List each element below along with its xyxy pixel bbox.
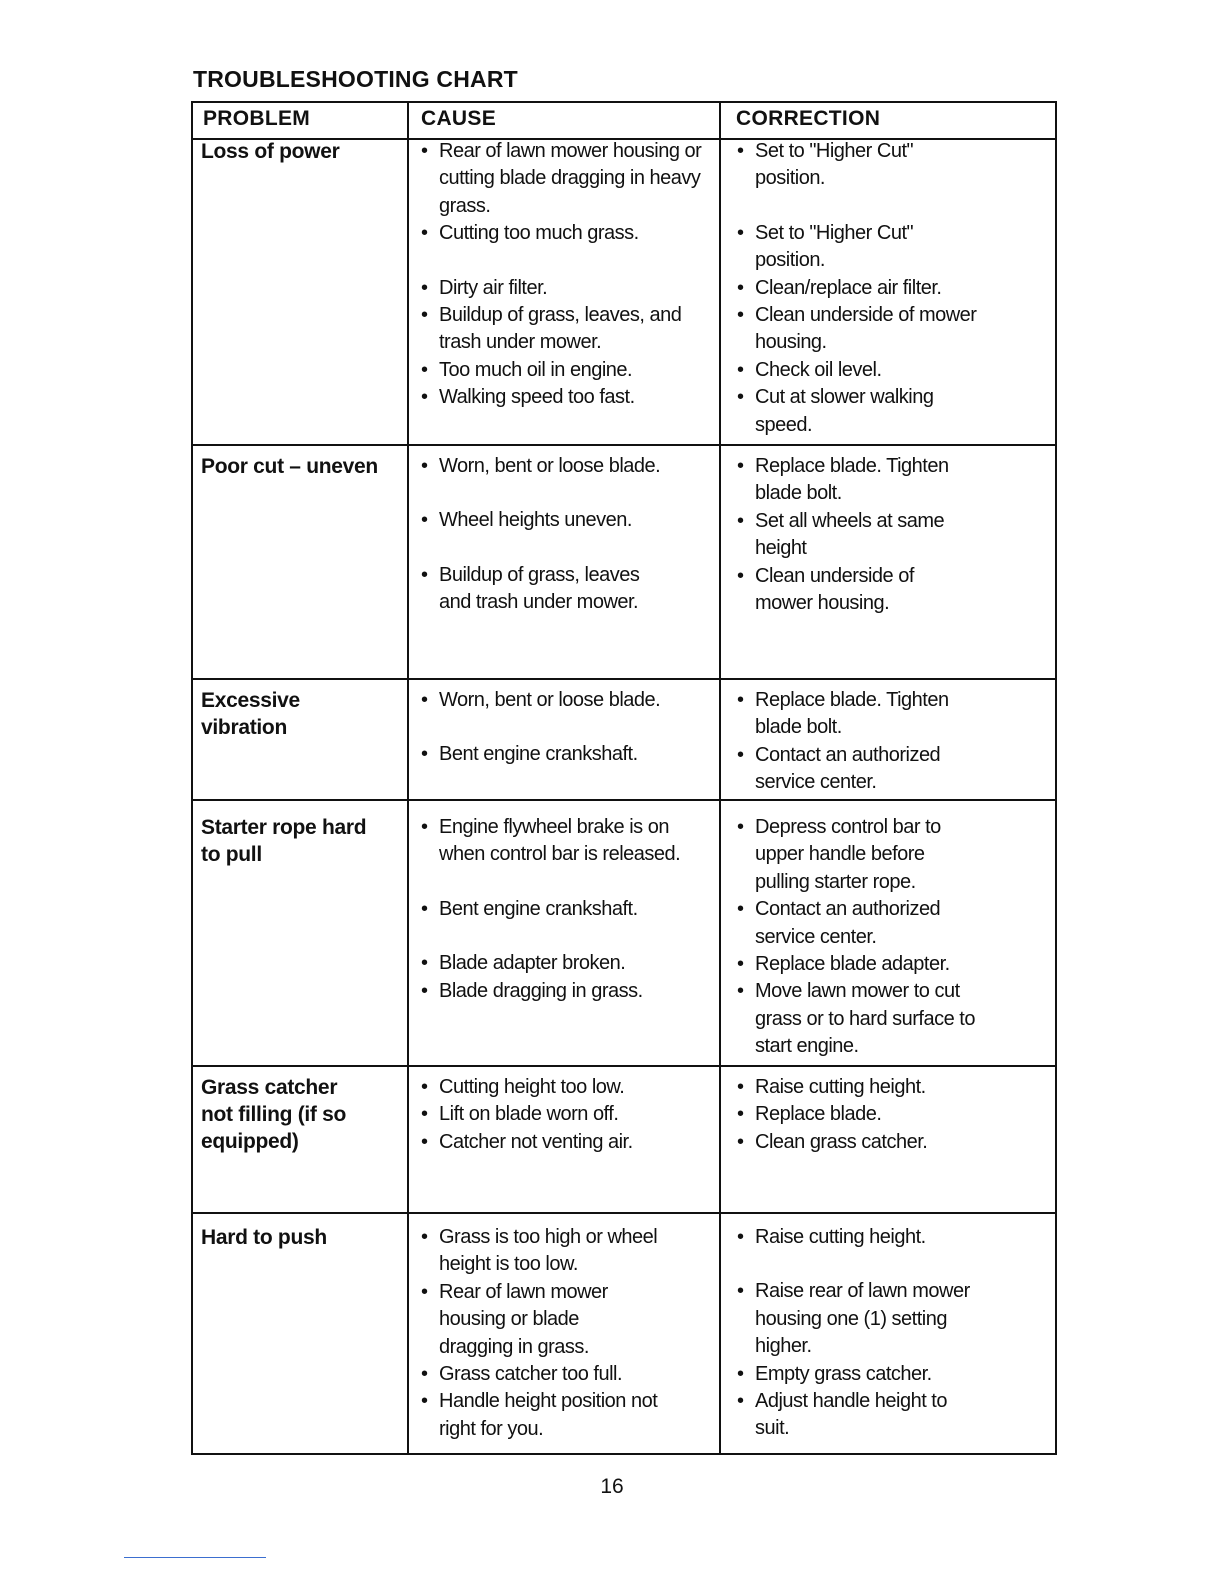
- footer-rule: [124, 1557, 266, 1558]
- table-rule: [407, 101, 409, 1455]
- problem-excessive-vibration: Excessive vibration: [201, 689, 300, 739]
- correction-item: • Clean grass catcher.: [735, 1129, 1025, 1156]
- problem-poor-cut: Poor cut – uneven: [201, 455, 378, 478]
- cause-item: • Engine flywheel brake is on when control bar is released.: [419, 814, 714, 869]
- cause-item: • Rear of lawn mower housing or cutting blade dragging in heavy grass.: [419, 138, 709, 220]
- correction-item: • Replace blade.: [735, 1101, 1025, 1128]
- correction-item: • Contact an authorized service center.: [735, 896, 975, 951]
- correction-cell: [735, 1224, 985, 1443]
- cause-cell: [419, 1074, 709, 1156]
- correction-item: • Cut at slower walking speed.: [735, 384, 965, 439]
- cause-item: • Bent engine crankshaft.: [419, 896, 714, 923]
- problem-grass-catcher: Grass catcher not filling (if so equipped): [201, 1076, 347, 1153]
- correction-item: • Raise rear of lawn mower housing one (1) setting higher.: [735, 1278, 1000, 1360]
- correction-item: • Clean underside of mower housing.: [735, 302, 1005, 357]
- correction-item: • Raise cutting height.: [735, 1224, 985, 1251]
- cause-item: • Bent engine crankshaft.: [419, 741, 709, 768]
- correction-cell: [735, 687, 985, 797]
- correction-cell: [735, 814, 975, 1061]
- cause-cell: [419, 1224, 684, 1443]
- cause-item: • Blade dragging in grass.: [419, 978, 714, 1005]
- correction-item: • Raise cutting height.: [735, 1074, 1025, 1101]
- cause-item: • Wheel heights uneven.: [419, 507, 709, 534]
- correction-item: • Adjust handle height to suit.: [735, 1388, 965, 1443]
- correction-item: • Check oil level.: [735, 357, 1005, 384]
- header-problem: PROBLEM: [203, 107, 311, 130]
- header-cause: CAUSE: [421, 107, 497, 130]
- correction-item: • Set to "Higher Cut" position.: [735, 138, 935, 193]
- cause-cell: [419, 814, 714, 1005]
- correction-item: • Empty grass catcher.: [735, 1361, 985, 1388]
- correction-item: • Clean/replace air filter.: [735, 275, 1005, 302]
- cause-item: • Worn, bent or loose blade.: [419, 687, 709, 714]
- table-rule: [191, 1212, 1057, 1214]
- table-rule: [191, 101, 1057, 103]
- correction-item: • Move lawn mower to cut grass or to hard surface to start engine.: [735, 978, 975, 1060]
- correction-item: • Set all wheels at same height: [735, 508, 965, 563]
- correction-item: • Clean underside of mower housing.: [735, 563, 935, 618]
- troubleshooting-table: [191, 101, 1057, 1455]
- cause-item: • Worn, bent or loose blade.: [419, 453, 709, 480]
- table-rule: [191, 799, 1057, 801]
- correction-cell: [735, 138, 1005, 439]
- cause-cell: [419, 687, 709, 769]
- table-rule: [191, 101, 193, 1455]
- page-number: 16: [600, 1475, 624, 1498]
- cause-item: • Catcher not venting air.: [419, 1129, 709, 1156]
- table-rule: [1055, 101, 1057, 1455]
- table-rule: [191, 678, 1057, 680]
- cause-item: • Cutting too much grass.: [419, 220, 709, 247]
- cause-item: • Walking speed too fast.: [419, 384, 709, 411]
- correction-cell: [735, 1074, 1025, 1156]
- cause-item: • Grass catcher too full.: [419, 1361, 684, 1388]
- cause-item: • Lift on blade worn off.: [419, 1101, 709, 1128]
- correction-cell: [735, 453, 985, 617]
- cause-item: • Dirty air filter.: [419, 275, 709, 302]
- correction-item: • Set to "Higher Cut" position.: [735, 220, 935, 275]
- problem-starter-rope: Starter rope hard to pull: [201, 816, 367, 866]
- page-title: TROUBLESHOOTING CHART: [193, 66, 518, 92]
- problem-hard-to-push: Hard to push: [201, 1226, 327, 1249]
- cause-item: • Too much oil in engine.: [419, 357, 709, 384]
- header-correction: CORRECTION: [736, 107, 881, 130]
- table-rule: [191, 444, 1057, 446]
- cause-item: • Handle height position not right for you.: [419, 1388, 679, 1443]
- correction-item: • Contact an authorized service center.: [735, 742, 985, 797]
- cause-cell: [419, 138, 709, 412]
- cause-item: • Buildup of grass, leaves and trash under mower.: [419, 562, 669, 617]
- cause-item: • Cutting height too low.: [419, 1074, 709, 1101]
- correction-item: • Replace blade. Tighten blade bolt.: [735, 453, 985, 508]
- cause-cell: [419, 453, 709, 617]
- cause-item: • Buildup of grass, leaves, and trash under mower.: [419, 302, 709, 357]
- table-rule: [719, 101, 721, 1455]
- correction-item: • Replace blade. Tighten blade bolt.: [735, 687, 985, 742]
- problem-loss-of-power: Loss of power: [201, 140, 340, 163]
- table-rule: [191, 1453, 1057, 1455]
- correction-item: • Depress control bar to upper handle before pulling starter rope.: [735, 814, 955, 896]
- cause-item: • Grass is too high or wheel height is too low.: [419, 1224, 684, 1279]
- correction-item: • Replace blade adapter.: [735, 951, 975, 978]
- table-rule: [191, 1065, 1057, 1067]
- cause-item: • Blade adapter broken.: [419, 950, 714, 977]
- cause-item: • Rear of lawn mower housing or blade dragging in grass.: [419, 1279, 654, 1361]
